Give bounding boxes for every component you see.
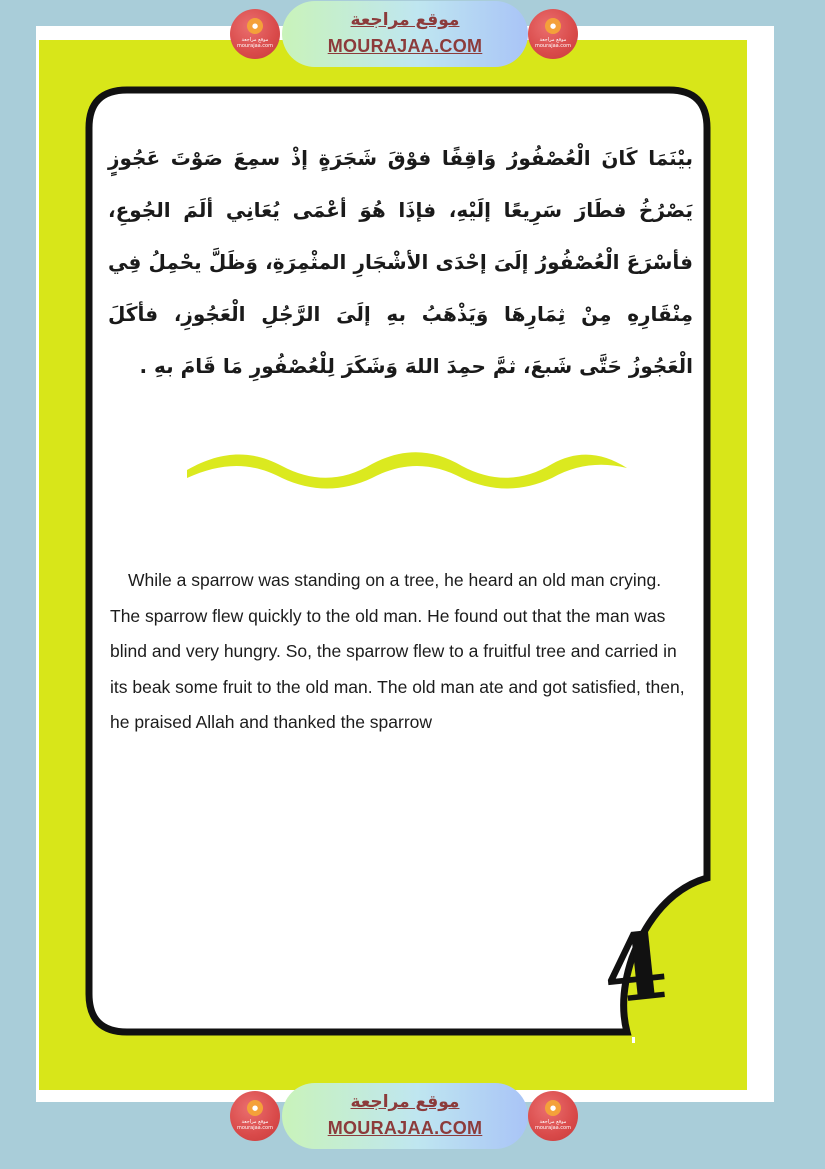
watermark-arabic-link[interactable]: موقع مراجعة bbox=[350, 1092, 460, 1112]
watermark-pill[interactable] bbox=[282, 1083, 528, 1149]
logo-badge-icon: ● bbox=[247, 1100, 263, 1116]
watermark-english-link[interactable]: MOURAJAA.COM bbox=[327, 36, 483, 56]
arabic-story-text: بيْنَمَا كَانَ الْعُصْفُورُ وَاقِفًا فوْقَ شَجَرَةٍ إذْ سمِعَ صَوْتَ عَجُوزٍ يَصْرُخُ فطَارَ سَرِيعًا إلَيْهِ، فإذَا هُوَ أعْمَى يُعَانِي ألَمَ الجُوعِ، فأسْرَعَ الْعُصْفُورُ إلَىَ إحْدَى الأشْجَارِ المثْمِرَةِ، وَظَلَّ يحْمِلُ فِي مِنْقَارِهِ مِنْ ثِمَارِهَا وَيَذْهَبُ بهِ إلَىَ الرَّجُلِ الْعَجُوزِ، فأكَلَ الْعَجُوزُ حَتَّى شَبعَ، ثمَّ حمِدَ اللهَ وَشَكَرَ لِلْعُصْفُورِ مَا قَامَ بهِ . bbox=[108, 146, 693, 378]
logo-badge-icon: ● bbox=[545, 18, 561, 34]
logo-caption: موقع مراجعة mourajaa.com bbox=[236, 1119, 273, 1131]
logo-caption: موقع مراجعة mourajaa.com bbox=[534, 37, 571, 49]
watermark-banner-bottom[interactable] bbox=[230, 1083, 580, 1149]
english-story-text: While a sparrow was standing on a tree, he heard an old man crying. The sparrow flew quickly to the old man. He found out that the man was blind and very hungry. So, the sparrow flew to a fruitful tree and carried in its beak some fruit to the old man. The old man ate and got satisfied, then, he praised Allah and thanked the sparrow bbox=[110, 570, 685, 732]
decorative-wave bbox=[182, 448, 632, 492]
page-mark bbox=[632, 1037, 635, 1043]
watermark-banner-top[interactable] bbox=[230, 1, 580, 67]
site-logo-icon bbox=[528, 9, 578, 59]
watermark-english-link[interactable]: MOURAJAA.COM bbox=[327, 1118, 483, 1138]
page-number: 4 bbox=[597, 910, 673, 1026]
logo-caption: موقع مراجعة mourajaa.com bbox=[236, 37, 273, 49]
logo-badge-icon: ● bbox=[247, 18, 263, 34]
logo-badge-icon: ● bbox=[545, 1100, 561, 1116]
logo-caption: موقع مراجعة mourajaa.com bbox=[534, 1119, 571, 1131]
site-logo-icon bbox=[528, 1091, 578, 1141]
watermark-arabic-link[interactable]: موقع مراجعة bbox=[350, 10, 460, 30]
watermark-pill[interactable] bbox=[282, 1, 528, 67]
site-logo-icon bbox=[230, 1091, 280, 1141]
site-logo-icon bbox=[230, 9, 280, 59]
